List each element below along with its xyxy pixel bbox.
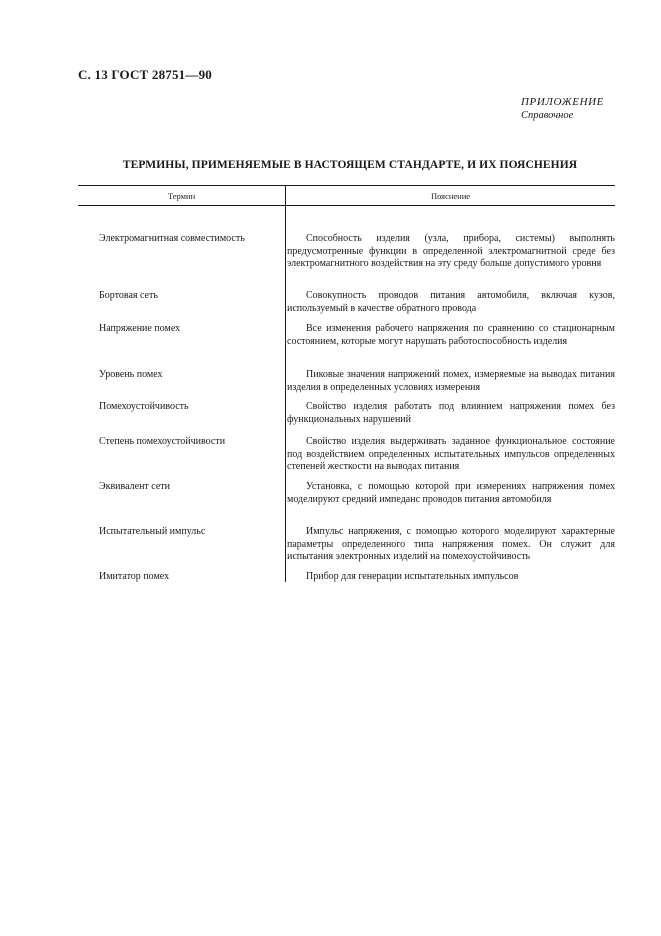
explanation-cell: Импульс напряжения, с помощью которого моделируют характерные параметры определенного типа напряжения помех. Он служит для испытания электронных изделий на помехоустойчивость	[287, 526, 615, 563]
term-cell: Уровень помех	[99, 369, 163, 380]
page-header: С. 13 ГОСТ 28751—90	[78, 67, 212, 82]
explanation-cell: Свойство изделия выдерживать заданное функциональное состояние под воздействием определенных испытательных импульсов определенных степеней жесткости на выводах питания	[287, 436, 615, 473]
explanation-cell: Способность изделия (узла, прибора, системы) выполнять предусмотренные функции в определенной электромагнитной среде без электромагнитного воздействия на эту среду больше допустимого уровня	[287, 233, 615, 270]
column-header-term: Термин	[167, 191, 196, 201]
explanation-cell: Пиковые значения напряжений помех, измеряемые на выводах питания изделия в определенных условиях измерения	[287, 369, 615, 393]
term-cell: Бортовая сеть	[99, 290, 158, 301]
term-cell: Напряжение помех	[99, 323, 181, 334]
explanation-cell: Установка, с помощью которой при измерениях напряжения помех моделируют средний импеданс проводов питания автомобиля	[287, 481, 615, 505]
term-cell: Помехоустойчивость	[99, 401, 189, 412]
term-cell: Имитатор помех	[99, 571, 170, 582]
table-header	[78, 185, 615, 206]
document-title: ТЕРМИНЫ, ПРИМЕНЯЕМЫЕ В НАСТОЯЩЕМ СТАНДАРТЕ, И ИХ ПОЯСНЕНИЯ	[122, 159, 578, 171]
term-cell: Эквивалент сети	[99, 481, 171, 492]
table-body	[78, 206, 615, 582]
appendix-block	[521, 96, 604, 122]
appendix-label: ПРИЛОЖЕНИЕ	[521, 96, 604, 108]
term-cell: Испытательный импульс	[99, 526, 206, 537]
column-divider	[285, 206, 286, 582]
appendix-type: Справочное	[521, 110, 574, 121]
term-cell: Степень помехоустойчивости	[99, 436, 226, 447]
explanation-cell: Прибор для генерации испытательных импульсов	[306, 571, 519, 582]
explanation-cell: Все изменения рабочего напряжения по сравнению со стационарным состоянием, которые могут нарушать работоспособность изделия	[287, 323, 615, 347]
column-header-explanation: Пояснение	[430, 191, 471, 201]
explanation-cell: Совокупность проводов питания автомобиля, включая кузов, используемый в качестве обратного провода	[287, 290, 615, 314]
explanation-cell: Свойство изделия работать под влиянием напряжения помех без функциональных нарушений	[287, 401, 615, 425]
terms-table	[78, 185, 615, 582]
term-cell: Электромагнитная совместимость	[99, 233, 245, 244]
